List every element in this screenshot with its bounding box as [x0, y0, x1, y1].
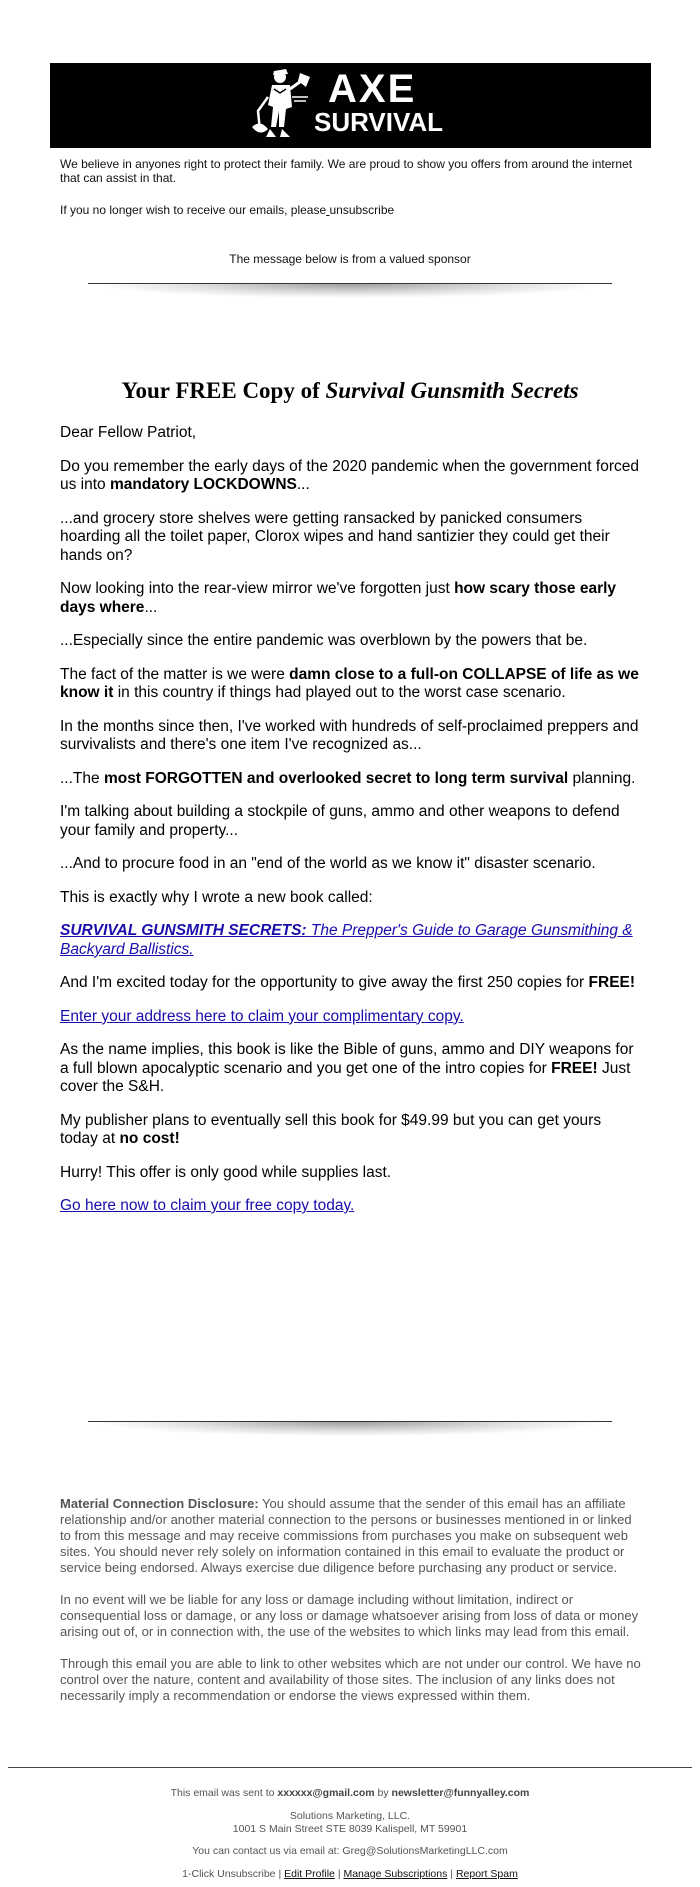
- separator: |: [278, 1868, 282, 1880]
- final-claim-link[interactable]: Go here now to claim your free copy today.: [60, 1197, 355, 1214]
- sent-to-line: This email was sent to xxxxxx@gmail.com by newsletter@funnyalley.com: [170, 1787, 530, 1799]
- paragraph-14: Hurry! This offer is only good while supplies last.: [60, 1163, 392, 1181]
- paragraph-2: ...and grocery store shelves were getting ransacked by panicked consumers hoarding all the toilet paper, Clorox wipes and hand santizier they could get their hands on?: [60, 509, 610, 564]
- axe-wielding-survivalist-icon: [246, 67, 316, 143]
- top-divider-shadow: [100, 284, 600, 298]
- unsubscribe-link[interactable]: unsubscribe: [329, 203, 395, 217]
- manage-subscriptions-link[interactable]: Manage Subscriptions: [343, 1868, 448, 1880]
- intro-belief: We believe in anyones right to protect their family. We are proud to show you offers from around the internet that can assist in that.: [60, 157, 633, 185]
- paragraph-4: ...Especially since the entire pandemic was overblown by the powers that be.: [60, 632, 588, 649]
- claim-link-paragraph: [60, 1008, 640, 1027]
- paragraph-9: ...And to procure food in an "end of the world as we know it" disaster scenario.: [60, 855, 596, 872]
- article-headline: [0, 377, 700, 405]
- paragraph-6: In the months since then, I've worked with hundreds of self-proclaimed preppers and survivalists and there's one item I've recognized as...: [60, 717, 639, 753]
- edit-profile-link[interactable]: Edit Profile: [284, 1868, 335, 1880]
- report-spam-link[interactable]: Report Spam: [455, 1868, 518, 1880]
- company-address: 1001 S Main Street STE 8039 Kalispell, MT 59901: [232, 1823, 468, 1835]
- paragraph-10: This is exactly why I wrote a new book called:: [60, 888, 373, 906]
- intro-unsubscribe-line: [60, 203, 650, 217]
- book-link-paragraph: [60, 922, 640, 959]
- paragraph-11: And I'm excited today for the opportunity to give away the first 250 copies for FREE!: [60, 974, 636, 991]
- greeting: Dear Fellow Patriot,: [60, 424, 197, 441]
- separator: |: [450, 1868, 454, 1880]
- company-name: Solutions Marketing, LLC.: [289, 1810, 411, 1822]
- paragraph-12: As the name implies, this book is like the Bible of guns, ammo and DIY weapons for a full blown apocalyptic scenario and you get one of the intro copies for FREE! Just cover the S&H.: [60, 1041, 634, 1095]
- one-click-unsubscribe[interactable]: 1-Click Unsubscribe: [182, 1868, 276, 1880]
- liability-disclaimer: In no event will we be liable for any loss or damage including without limitation, indirect or consequential loss or damage, or any loss or damage whatsoever arising from loss of data or money arising out of, or in connection with, the use of the websites to which links may lead from this email.: [60, 1592, 639, 1639]
- footer-links: [0, 1868, 700, 1881]
- external-links-disclaimer: Through this email you are able to link to other websites which are not under our control. We have no control over the nature, content and availability of those sites. The inclusion of any links does not necessarily imply a recommendation or endorse the views expressed within them.: [60, 1656, 641, 1703]
- paragraph-3: Now looking into the rear-view mirror we've forgotten just how scary those early days where...: [60, 580, 617, 616]
- sponsor-note: The message below is from a valued sponsor: [229, 252, 471, 266]
- logo-text-axe: AXE: [328, 67, 417, 111]
- paragraph-7: ...The most FORGOTTEN and overlooked secret to long term survival planning.: [60, 769, 636, 787]
- unsubscribe-prefix: If you no longer wish to receive our emails, please: [60, 203, 327, 217]
- material-connection-disclosure: Material Connection Disclosure: You should assume that the sender of this email has an affiliate relationship and/or another material connection to the persons or businesses mentioned in or linked to from this message and may receive commissions from purchases you make on subsequent web sites. You should never rely solely on information contained in this email to evaluate the product or service being endorsed. Always exercise due diligence before purchasing any product or service.: [60, 1496, 632, 1575]
- bottom-divider-shadow: [100, 1422, 600, 1436]
- headline-italic: Survival Gunsmith Secrets: [325, 378, 579, 403]
- paragraph-13: My publisher plans to eventually sell this book for $49.99 but you can get yours today at no cost!: [60, 1111, 602, 1147]
- paragraph-5: The fact of the matter is we were damn close to a full-on COLLAPSE of life as we know it in this country if things had played out to the worst case scenario.: [60, 665, 639, 701]
- logo-text-survival: SURVIVAL: [314, 107, 444, 137]
- contact-line: You can contact us via email at: Greg@SolutionsMarketingLLC.com: [192, 1845, 508, 1857]
- headline-plain: Your FREE Copy of: [121, 378, 326, 403]
- article-body: [60, 424, 640, 1231]
- footer-rule: [8, 1767, 692, 1768]
- claim-copy-link[interactable]: Enter your address here to claim your complimentary copy.: [60, 1007, 464, 1025]
- axe-survival-logo[interactable]: [246, 67, 466, 143]
- paragraph-8: I'm talking about building a stockpile of guns, ammo and other weapons to defend your family and property...: [60, 803, 620, 839]
- recipient-email: xxxxxx@gmail.com: [277, 1787, 375, 1799]
- sender-email: newsletter@funnyalley.com: [391, 1787, 530, 1799]
- book-link[interactable]: SURVIVAL GUNSMITH SECRETS: The Prepper's Guide to Garage Gunsmithing & Backyard Ballistics.: [60, 922, 633, 958]
- final-link-paragraph: [60, 1197, 640, 1216]
- separator: |: [337, 1868, 341, 1880]
- disclosure-section: [60, 1496, 642, 1720]
- header-banner: [50, 63, 651, 148]
- paragraph-1: Do you remember the early days of the 2020 pandemic when the government forced us into mandatory LOCKDOWNS...: [60, 457, 639, 493]
